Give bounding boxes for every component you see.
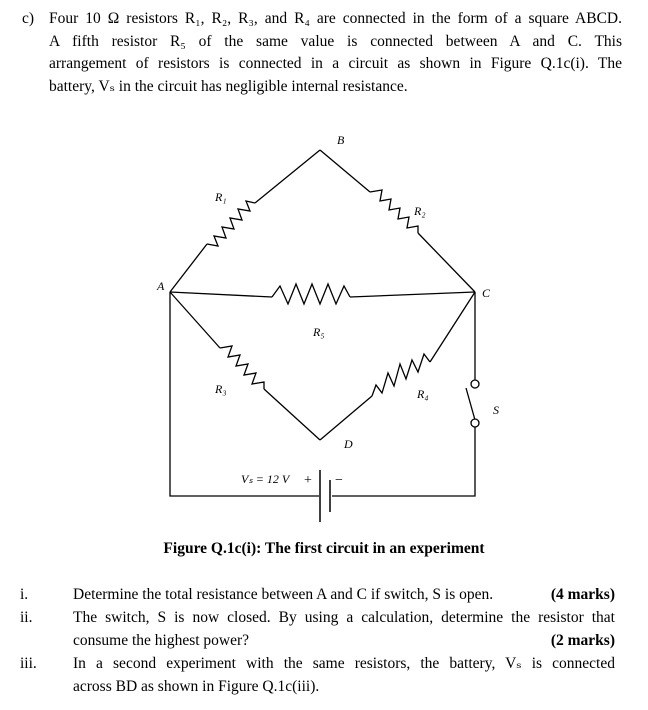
question-marks: (2 marks) [550, 632, 615, 649]
wire-r5-c [350, 292, 475, 297]
wire-d-r4 [320, 396, 372, 440]
intro-line: A fifth resistor R₅ of the same value is connected between A and C. This [49, 32, 622, 50]
resistor-label-r2: R₂ [414, 204, 426, 218]
switch-blade [466, 388, 475, 420]
resistor-r5-symbol [272, 284, 350, 304]
question-marks: (4 marks) [550, 586, 615, 603]
wire-r1-b [255, 150, 320, 203]
wire-a-r3 [170, 292, 220, 348]
wire-a-r1 [170, 244, 207, 292]
resistor-r2-symbol [370, 190, 418, 233]
node-label-d: D [344, 437, 353, 451]
node-label-a: A [157, 279, 165, 293]
resistor-r1-symbol [207, 201, 255, 246]
switch-bottom-contact [471, 419, 479, 427]
question-number: iii. [20, 655, 37, 672]
wire-r2-c [418, 233, 475, 292]
wire-a-r5 [170, 292, 272, 297]
wire-switch-battery [332, 427, 475, 496]
node-label-b: B [337, 133, 345, 147]
resistor-label-r1: R₁ [215, 190, 227, 204]
question-number: i. [20, 586, 29, 603]
battery-label: Vₛ = 12 V [241, 472, 290, 486]
question-number: ii. [20, 609, 33, 626]
question-text: In a second experiment with the same resistors, the battery, Vₛ is connected [73, 655, 615, 672]
wire-a-battery [170, 292, 319, 496]
resistor-label-r3: R₃ [215, 382, 227, 396]
wire-b-r2 [320, 150, 370, 192]
wire-r4-c [430, 292, 475, 362]
question-text: The switch, S is now closed. By using a calculation, determine the resistor that [73, 609, 615, 626]
node-label-c: C [482, 286, 491, 300]
question-text: Determine the total resistance between A and C if switch, S is open. [73, 586, 494, 603]
intro-line: battery, Vₛ in the circuit has negligible internal resistance. [49, 77, 408, 95]
figure-caption: Figure Q.1c(i): The first circuit in an experiment [163, 540, 485, 557]
question-text: consume the highest power? [73, 632, 250, 649]
intro-line: arrangement of resistors is connected in a circuit as shown in Figure Q.1c(i). The [49, 55, 622, 72]
resistor-label-r4: R₄ [417, 387, 429, 401]
switch-label: S [493, 403, 499, 417]
switch-top-contact [471, 380, 479, 388]
resistor-r3-symbol [220, 346, 264, 389]
battery-plus-sign: + [304, 473, 312, 488]
resistor-label-r5: R₅ [313, 325, 325, 339]
intro-line: Four 10 Ω resistors R₁, R₂, R₃, and R₄ are connected in the form of a square ABCD. [49, 10, 622, 27]
wire-r3-d [264, 389, 320, 440]
part-label: c) [22, 10, 35, 27]
battery-minus-sign: − [335, 473, 343, 488]
question-text: across BD as shown in Figure Q.1c(iii). [73, 678, 320, 695]
